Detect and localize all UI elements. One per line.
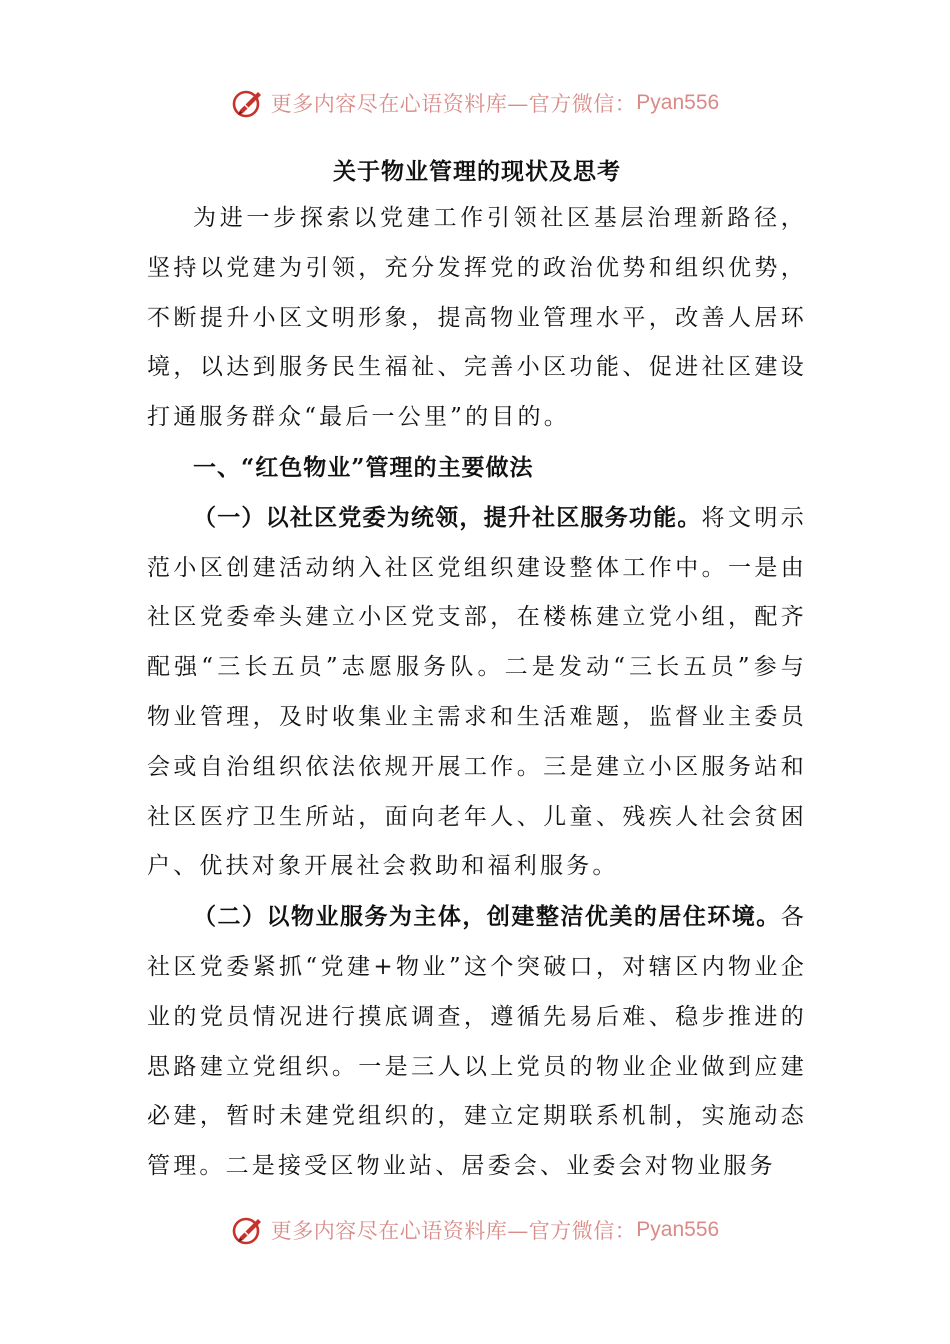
intro-paragraph: 为进一步探索以党建工作引领社区基层治理新路径，坚持以党建为引领，充分发挥党的政治优势和组织优势，不断提升小区文明形象，提高物业管理水平，改善人居环境，以达到服务民生福祉、完善小区功能、促进社区建设打通服务群众“最后一公里”的目的。 — [147, 205, 807, 431]
subsection-1-lead: （一）以社区党委为统领，提升社区服务功能。 — [193, 503, 702, 531]
pen-logo-icon — [231, 86, 265, 120]
subsection-1-paragraph — [147, 493, 807, 892]
subsection-2-paragraph — [147, 892, 807, 1192]
subsection-1-body: 将文明示范小区创建活动纳入社区党组织建设整体工作中。一是由社区党委牵头建立小区党支部，在楼栋建立党小组，配齐配强“三长五员”志愿服务队。二是发动“三长五员”参与物业管理，及时收集业主需求和生活难题，监督业主委员会或自治组织依法依规开展工作。三是建立小区服务站和社区医疗卫生所站，面向老年人、儿童、残疾人社会贫困户、优扶对象开展社会救助和福利服务。 — [147, 504, 807, 880]
watermark-text: 更多内容尽在心语资料库—官方微信： — [270, 92, 637, 116]
watermark-text: 更多内容尽在心语资料库—官方微信： — [270, 1219, 637, 1243]
document-body — [147, 150, 807, 1192]
subsection-2-lead: （二）以物业服务为主体，创建整洁优美的居住环境。 — [193, 903, 781, 931]
document-title: 关于物业管理的现状及思考 — [333, 158, 621, 185]
watermark-wechat-id: Pyan556 — [636, 91, 720, 114]
watermark-banner-bottom — [0, 1210, 950, 1250]
watermark-wechat-id: Pyan556 — [636, 1218, 720, 1241]
section-heading: 一、“红色物业”管理的主要做法 — [193, 453, 534, 481]
pen-logo-icon — [231, 1213, 265, 1247]
subsection-2-body: 各社区党委紧抓“党建+物业”这个突破口，对辖区内物业企业的党员情况进行摸底调查，遵循先易后难、稳步推进的思路建立党组织。一是三人以上党员的物业企业做到应建必建，暂时未建党组织的，建立定期联系机制，实施动态管理。二是接受区物业站、居委会、业委会对物业服务 — [147, 904, 807, 1180]
watermark-banner-top — [0, 83, 950, 123]
